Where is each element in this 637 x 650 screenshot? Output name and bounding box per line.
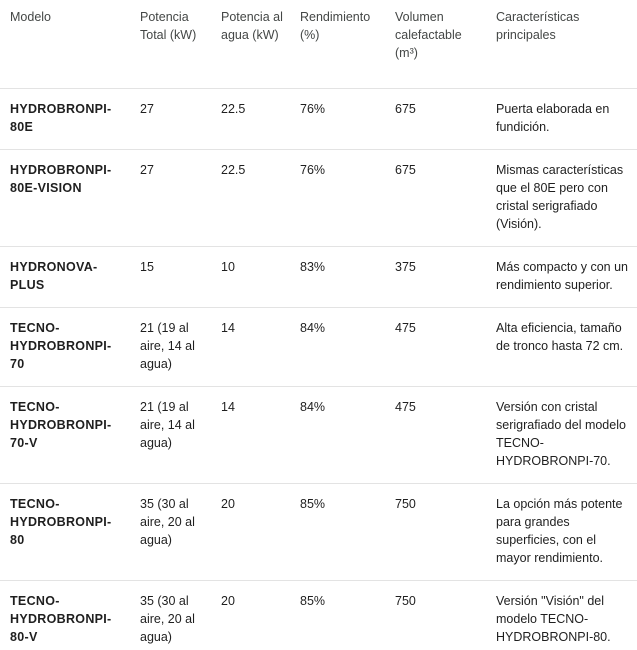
cell-caracteristicas: Versión con cristal serigrafiado del modelo TECNO-HYDROBRONPI-70. (486, 387, 637, 484)
cell-caracteristicas: Mismas características que el 80E pero con cristal serigrafiado (Visión). (486, 150, 637, 247)
table-row (0, 150, 637, 247)
table-row (0, 89, 637, 150)
cell-model: TECNO-HYDROBRONPI-80 (0, 484, 130, 581)
cell-model: HYDROBRONPI-80E-VISION (0, 150, 130, 247)
table-row (0, 247, 637, 308)
cell-model: HYDRONOVA-PLUS (0, 247, 130, 308)
table-header-row (0, 0, 637, 89)
cell-potencia-total: 15 (130, 247, 211, 308)
cell-caracteristicas: Alta eficiencia, tamaño de tronco hasta 72 cm. (486, 308, 637, 387)
cell-volumen: 675 (385, 89, 486, 150)
cell-model: HYDROBRONPI-80E (0, 89, 130, 150)
cell-potencia-total: 21 (19 al aire, 14 al agua) (130, 308, 211, 387)
cell-potencia-agua: 20 (211, 581, 290, 650)
cell-volumen: 750 (385, 581, 486, 650)
cell-potencia-agua: 10 (211, 247, 290, 308)
cell-potencia-agua: 14 (211, 387, 290, 484)
cell-volumen: 750 (385, 484, 486, 581)
cell-model: TECNO-HYDROBRONPI-70-V (0, 387, 130, 484)
cell-caracteristicas: Versión "Visión" del modelo TECNO-HYDROBRONPI-80. (486, 581, 637, 650)
header-rendimiento: Rendimiento (%) (290, 0, 385, 89)
cell-rendimiento: 85% (290, 581, 385, 650)
cell-rendimiento: 85% (290, 484, 385, 581)
table-row (0, 308, 637, 387)
cell-caracteristicas: Más compacto y con un rendimiento superior. (486, 247, 637, 308)
cell-potencia-total: 35 (30 al aire, 20 al agua) (130, 581, 211, 650)
cell-volumen: 375 (385, 247, 486, 308)
cell-potencia-total: 35 (30 al aire, 20 al agua) (130, 484, 211, 581)
header-volumen: Volumen calefactable (m³) (385, 0, 486, 89)
cell-volumen: 475 (385, 387, 486, 484)
cell-caracteristicas: Puerta elaborada en fundición. (486, 89, 637, 150)
cell-volumen: 475 (385, 308, 486, 387)
cell-model: TECNO-HYDROBRONPI-70 (0, 308, 130, 387)
cell-potencia-total: 27 (130, 150, 211, 247)
header-potencia-total: Potencia Total (kW) (130, 0, 211, 89)
table-row (0, 581, 637, 650)
table-row (0, 387, 637, 484)
header-modelo: Modelo (0, 0, 130, 89)
table-row (0, 484, 637, 581)
cell-potencia-agua: 20 (211, 484, 290, 581)
header-caracteristicas: Características principales (486, 0, 637, 89)
cell-rendimiento: 84% (290, 308, 385, 387)
cell-volumen: 675 (385, 150, 486, 247)
cell-potencia-agua: 22.5 (211, 89, 290, 150)
cell-caracteristicas: La opción más potente para grandes superficies, con el mayor rendimiento. (486, 484, 637, 581)
cell-rendimiento: 76% (290, 89, 385, 150)
cell-rendimiento: 76% (290, 150, 385, 247)
header-potencia-agua: Potencia al agua (kW) (211, 0, 290, 89)
cell-model: TECNO-HYDROBRONPI-80-V (0, 581, 130, 650)
cell-potencia-total: 27 (130, 89, 211, 150)
cell-potencia-total: 21 (19 al aire, 14 al agua) (130, 387, 211, 484)
cell-potencia-agua: 14 (211, 308, 290, 387)
cell-rendimiento: 84% (290, 387, 385, 484)
cell-rendimiento: 83% (290, 247, 385, 308)
cell-potencia-agua: 22.5 (211, 150, 290, 247)
